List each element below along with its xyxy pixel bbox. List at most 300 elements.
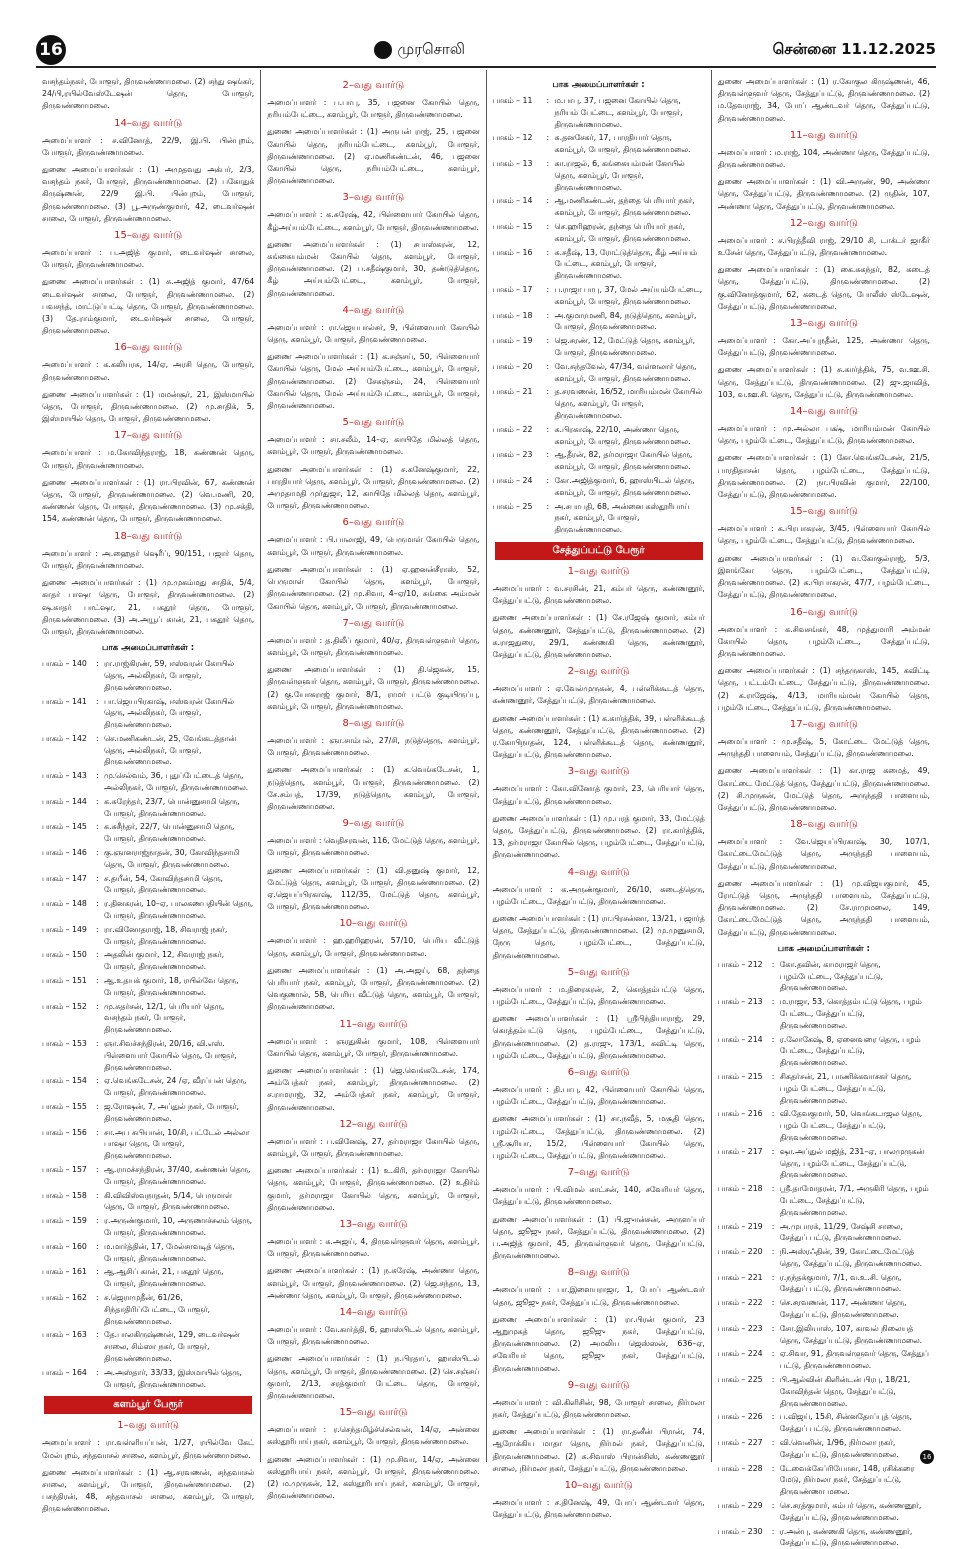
booth-number: பாகம் – 146 [42, 848, 87, 858]
ward-heading: 9–வது வார்டு [342, 818, 405, 830]
booth-details: ஏ.வெங்கடேசன், 24 /ஏ, வீரப்பன் தெரு, போளூர், திருவண்ணாமலை. [104, 1076, 247, 1098]
booth-separator: : [546, 501, 550, 511]
paragraph: அமைப்பாளர் : ஞரதுகின் குமார், 108, பிள்ளையார் கோயில் தெரு, களம்பூர், போளூர், திருவண்ணாமலை. [267, 1036, 480, 1058]
booth-separator: : [96, 1241, 99, 1251]
booth-number: பாகம் – 21 [492, 387, 533, 397]
booth-details: தே.பாலகிருஷ்ணன், 129, டைவர்ஷன் சாலை, சிம்ஸா நகர், போளூர், திருவண்ணாமலை. [104, 1330, 240, 1363]
booth-number: பாகம் – 156 [42, 1127, 87, 1137]
booth-details: வி.வெனின், 1/96, நிர்மலா நகர், சேத்துப்பட்டு, திருவண்ணாமலை. [779, 1438, 899, 1459]
booth-number: பாகம் – 144 [42, 796, 87, 806]
booth-number: பாகம் – 140 [42, 659, 87, 669]
booth-entry [493, 361, 705, 385]
booth-entry [718, 959, 930, 994]
booth-entry [493, 310, 705, 334]
ward-heading: 12–வது வார்டு [789, 217, 858, 229]
paper-logo-icon [374, 41, 392, 59]
paragraph: துணை அமைப்பாளர்கள் : (1) வி.அருண், 90, அண்ணா தெரு, சேத்துப்பட்டு, திருவண்ணாமலை. (2) ருதின், 107, அண்ணா தெரு, சேத்துப்பட்டு, திருவண்ணாமலை. [717, 177, 930, 211]
column-3 [487, 70, 712, 1520]
booth-details: ஜ.ரோஷன், 7, அப்துல் நகர், போளூர், திருவண்ணாமலை. [104, 1102, 239, 1123]
booth-details: செ.மணிகண்டன், 25, வேங்கடத்தான் தெரு, அல்லிநகர், போளூர், திருவண்ணாமலை. [104, 733, 237, 767]
booth-details: கோ.தவின், காமராஜர் தெரு, பழம்பேட்டை, சேத்துப்பட்டு, திருவண்ணாமலை. [779, 959, 884, 993]
booth-details: ஸ்ரீ.தாமோதரன், 7/1, அருகிரி தெரு, பழம் பேட்டை, சேத்துப்பட்டு, திருவண்ணாமலை. [779, 1184, 929, 1217]
booth-details: ஆ.ராமச்சந்திரன், 37/40, கண்ணன் தெரு, போளூர், திருவண்ணாமலை. [104, 1164, 251, 1186]
booth-details: ஜெ.சரண், 12, மேட்டுத் தெரு, களம்பூர், போளூர், திருவண்ணாமலை. [554, 336, 695, 357]
paragraph: துணை அமைப்பாளர்கள் : (1) சபாஸ்கரன், 12, கங்கையம்மன் கோயில் தெரு, களம்பூர், போளூர், திருவண்ணாமலை. (2) ப.சதீஷ்குமார், 30, தண்டுத்தெரு, கீழ் அய்யம்பேட்டை, களம்பூர், போளூர், திருவண்ணாமலை. [267, 239, 480, 298]
paragraph: துணை அமைப்பாளர்கள் : (1) ரா.பிரசன்னா, 13/21, பஜார்த் தெரு, சேத்துப்பட்டு, திருவண்ணாமலை. (2) மு.முனுசாமி, நேரு தெரு, பழம்பேட்டை, சேத்துப்பட்டு, திருவண்ணாமலை. [492, 913, 705, 960]
booth-details: ம.ராஜா, 53, கொத்தம்பட்டு தெரு, பழம் பேட்டை, சேத்துப்பட்டு, திருவண்ணாமலை. [779, 997, 922, 1030]
ward-heading: 9–வது வார்டு [567, 1379, 630, 1391]
booth-separator: : [546, 450, 550, 460]
booth-details: சிகதர்சன், 21, பாணிக்கவாசகர் தெரு, பழம் பேட்டை, சேத்துப்பட்டு, திருவண்ணாமலை. [779, 1071, 912, 1105]
paragraph: அமைப்பாளர் : கோ.வினோத் குமார், 23, பெரியார் தெரு, சேத்துப்பட்டு, திருவண்ணாமலை. [492, 784, 705, 806]
booth-separator: : [96, 1330, 99, 1340]
booth-number: பாகம் – 17 [492, 284, 533, 294]
booth-details: ப.விஜய், 15சி, சின்னதோப்புத் தெரு, சேத்துப் பட்டு, திருவண்ணாமலை. [779, 1412, 912, 1434]
booth-number: பாகம் – 222 [717, 1298, 763, 1308]
booth-number: பாகம் – 23 [492, 450, 533, 460]
booth-separator: : [96, 924, 99, 934]
ward-heading: 10–வது வார்டு [564, 1480, 633, 1492]
booth-details: வி.தேவகுமார், 50, வெங்கடாஜல தெரு, பழம் பேட்டை, சேத்துப்பட்டு, திருவண்ணாமலை. [779, 1109, 923, 1142]
booth-number: பாகம் – 212 [717, 959, 763, 969]
column-1 [36, 70, 261, 1514]
booth-details: ஏ.சிவா, 91, திருவள்ளுவர் தெரு, சேத்துப் பட்டு, திருவண்ணாமலை. [779, 1349, 929, 1371]
ward-heading: 15–வது வார்டு [114, 230, 183, 242]
booth-separator: : [96, 1190, 99, 1200]
booth-separator: : [96, 1102, 99, 1111]
booth-separator: : [96, 1001, 99, 1011]
booth-details: ர.நந்தக்குமார், 7/1, வ.உ.சி. தெரு, சேத்துப் பட்டு, திருவண்ணாமலை. [779, 1272, 902, 1294]
booth-separator: : [771, 1349, 775, 1359]
booth-number: பாகம் – 230 [717, 1526, 763, 1536]
ward-heading: 18–வது வார்டு [114, 530, 183, 542]
ward-heading: 10–வது வார்டு [339, 918, 408, 930]
booth-separator: : [96, 1216, 99, 1226]
booth-separator: : [546, 424, 550, 434]
paragraph: அமைப்பாளர் : ஞா.சாம்பல், 27/சி, நடுத்தெரு, களம்பூர், போளூர், திருவண்ணாமலை. [267, 735, 480, 758]
booth-number: பாகம் – 141 [42, 696, 87, 706]
ward-heading: 1–வது வார்டு [567, 565, 630, 577]
paragraph: அமைப்பாளர் : ஏ.வேல்முருகன், 4, பள்ளிக்கூடத் தெரு, கண்ணனூர், சேத்துப்பட்டு, திருவண்ணாமலை. [492, 684, 705, 706]
ward-heading: 2–வது வார்டு [342, 80, 405, 91]
booth-number: பாகம் – 16 [492, 247, 533, 257]
booth-entry [42, 924, 254, 948]
booth-details: ம.பாபு, 37, பஜனை கோயில் தெரு, நரியம் பேட்டை, களம்பூர், போளூர், திருவண்ணாமலை. [554, 96, 683, 129]
booth-number: பாகம் – 149 [42, 924, 87, 934]
paragraph: துணை அமைப்பாளர்கள் : (1) க.கார்த்திக், 39, பள்ளிக்கூடத் தெரு, கண்ணனூர், சேத்துப்பட்டு, திருவண்ணாமலை. (2) ர.கோபிநாதன், 124, பள்ளிக்கூடத் தெரு, கண்ணனூர், சேத்துப்பட்டு, திருவண்ணாமலை. [492, 713, 705, 760]
booth-separator: : [96, 1039, 99, 1049]
booth-entry [718, 1463, 930, 1498]
booth-separator: : [771, 1323, 775, 1333]
booth-separator: : [771, 1412, 775, 1422]
paragraph: அமைப்பாளர் : மு.சதீஷ், 5, கோட்டை மேட்டுத் தெரு, அருந்ததி பாளையம், சேத்துப்பட்டு, திருவண்ணாமலை. [717, 736, 930, 759]
paragraph: அமைப்பாளர் : க.அஜய், 4, திருவள்ளுவர் தெரு, களம்பூர், போளூர், திருவண்ணாமலை. [267, 1237, 480, 1259]
booth-entry [493, 475, 705, 499]
booth-separator: : [771, 1146, 775, 1156]
booth-separator: : [96, 696, 99, 706]
booth-separator: : [96, 1076, 99, 1086]
paragraph: துணை அமைப்பாளர்கள் : (1) க.வெங்கடேசன், 1, நடுத்தெரு, களம்பூர், போளூர், திருவண்ணாமலை. (2) சே.சம்பத், 17/39, நடுத்தெரு, களம்பூர், போளூர், திருவண்ணாமலை. [267, 765, 480, 811]
booth-separator: : [546, 387, 550, 397]
paragraph: துணை அமைப்பாளர்கள் : (1) ரா.பிரன் குமார், 23 ஆறுமுகத் தெரு, ஜூஜு நகர், சேத்துப்பட்டு, திருவண்ணாமலை. (2) அமலிய ஜெஸ்ஸன், 636–ஏ, சவேரியர் தெரு, ஜூஜு நகர், சேத்துப்பட்டு, திருவண்ணாமலை. [492, 1314, 705, 1373]
booth-separator: : [546, 221, 550, 231]
booth-number: பாகம் – 159 [42, 1216, 87, 1226]
paragraph: அமைப்பாளர் : வ.சரசின், 21, கம்பர் தெரு, கண்ணனூர், சேத்துப்பட்டு, திருவண்ணாமலை. [492, 583, 705, 606]
booth-entry [42, 1101, 254, 1125]
ward-heading: 8–வது வார்டு [567, 1267, 630, 1279]
paragraph: துணை அமைப்பாளர்கள் : (1) அ.அஜய், 68, தந்தை பெரியார் நகர், களம்பூர், போளூர், திருவண்ணாமலை. (2) வெகுணால், 58, பெரிய வீட்டுத் தெரு, களம்பூர், போளூர், திருவண்ணாமலை. [267, 965, 480, 1012]
booth-number: பாகம் – 157 [42, 1164, 87, 1174]
booth-details: ர.லோகேஷ், 8, ஏனைவரை தெரு, பழம் பேட்டை, சேத்துப்பட்டு, திருவண்ணாமலை. [779, 1034, 921, 1068]
booth-entry [493, 284, 705, 308]
booth-separator: : [546, 310, 550, 320]
booth-separator: : [546, 133, 550, 143]
ward-heading: 16–வது வார்டு [114, 342, 183, 354]
booth-separator: : [546, 475, 550, 485]
booth-entry [718, 1071, 930, 1106]
booth-number: பாகம் – 163 [42, 1330, 87, 1340]
paragraph: துணை அமைப்பாளர்கள் : (1) வ.கோகுல்ராஜ், 5/3, இளங்கோ தெரு, பழம்பேட்டை, சேத்துப்பட்டு, திருவண்ணாமலை. (2) க.பிரபாகரன், 47/7, பழம்பேட்டை, சேத்துப்பட்டு, திருவண்ணாமலை. [717, 553, 930, 600]
booth-details: செ.சரவணன், 117, அண்ணா தெரு, சேத்துப்பட்டு, திருவண்ணாமலை. [779, 1298, 907, 1320]
booth-entry [42, 873, 254, 897]
ward-heading: 16–வது வார்டு [789, 606, 858, 618]
paragraph: துணை அமைப்பாளர்கள் : (1) சு.அஜித் குமார், 47/64 டைவர்ஷன் சாலை, போளூர், திருவண்ணாமலை. (2) பவசந்த், மாட்டுப்பட்டி தெரு, போளூர், திருவண்ணாமலை. (3) தே.ராம்குமார், டைவர்ஷன் சாலை, போளூர், திருவண்ணாமலை. [42, 277, 255, 336]
booth-details: அ.முபாரக், 11/29, சேஷ்சி சாலை, சேத்துப் பட்டு, திருவண்ணாமலை. [779, 1221, 903, 1243]
booth-details: ம.மார்த்தின், 17, மேல்சாவடித் தெரு, போளூர், திருவண்ணாமலை. [104, 1241, 235, 1263]
ward-heading: 6–வது வார்டு [342, 517, 405, 529]
paragraph: துணை அமைப்பாளர்கள் : (1) சந்தருகாஸ், 145, கவிட்டி தெரு, பட்டம்பேட்டை, சேத்துப்பட்டு, திருவண்ணாமலை. (2) க.ராஜேஷ், 4/13, மாரியம்மன் கோயில் தெரு, பழம்பேட்டை, சேத்துப்பட்டு, திருவண்ணாமலை. [717, 666, 930, 712]
booth-details: க.சதீஷ், 13, ரோட்டுத்தெரு, கீழ் அய்யம் பேட்டை, களம்பூர், போளூர், திருவண்ணாமலை. [554, 247, 698, 281]
paragraph: அமைப்பாளர் : ஹ.ஹரிஹரன், 57/10, பெரிய வீட்டுத் தெரு, களம்பூர், போளூர், திருவண்ணாமலை. [267, 936, 480, 958]
paragraph: துணை அமைப்பாளர்கள் : (1) தி.ஜெகன், 15, திருவள்ளுவர் தெரு, களம்பூர், போளூர், திருவண்ணாமலை. (2) கு.யோகராஜ் குமார், 8/1, ராமர் பட்டு குடியிருப்பு, களம்பூர், போளூர், திருவண்ணாமலை. [267, 665, 480, 711]
paragraph: துணை அமைப்பாளர்கள் : (1) கை.சுகந்தர், 82, கடைத் தெரு, சேத்துப்பட்டு, திருவண்ணாமலை. (2) கு.வினோத்குமார், 62, கடைத் தெரு, போலீஸ் ஸ்டேஷன், சேத்துப்பட்டு, திருவண்ணாமலை. [717, 265, 930, 311]
booth-separator: : [546, 336, 550, 346]
ward-heading: 14–வது வார்டு [114, 117, 183, 129]
booth-entry [718, 1183, 930, 1218]
booth-number: பாகம் – 143 [42, 771, 87, 781]
booth-entry [493, 95, 705, 130]
booth-number: பாகம் – 161 [42, 1267, 87, 1277]
booth-details: ச.ஜெராமுதீன், 61/26, சிந்தாதிரிப்பேட்டை, போளூர், திருவண்ணாமலை. [104, 1292, 211, 1326]
booth-separator: : [96, 1164, 99, 1174]
paragraph: அமைப்பாளர் : ரா.வள்ளியப்பன், 1/27, ரயில்வே கேட் மேல்புறம், சந்தவாசல் சாலை, களம்பூர், திருவண்ணாமலை. [42, 1438, 255, 1460]
booth-number: பாகம் – 12 [492, 133, 533, 143]
paragraph: துணை அமைப்பாளர்கள் : (1) மு.சிவா, 14/ஏ, அன்னை கஸ்தூரிபாய் நகர், களம்பூர், போளூர், திருவண்ணாமலை. (2) ம.முருகன், 12, கஸ்தூரிபாய் நகர், களம்பூர், போளூர், திருவண்ணாமலை. [267, 1454, 480, 1501]
paragraph: அமைப்பாளர் : பி.விமல் காட்சன், 140, சவேரியர் தெரு, சேத்துப்பட்டு, திருவண்ணாமலை. [492, 1185, 705, 1207]
paragraph: துணை அமைப்பாளர்கள் : (1) ரா.தனீன் பிரான், 74, ஆரோக்கிய மாதா தெரு, நிர்மல் நகர், சேத்துப்பட்டு, திருவண்ணாமலை. (2) சு.சிவாஸ் பிரான்சிஸ், கண்ணனூர் சாலை, நிர்மலா நகர், சேத்துப்பட்டு, திருவண்ணாமலை. [492, 1427, 705, 1473]
booth-entry [42, 770, 254, 794]
booth-entry [718, 1500, 930, 1524]
ward-heading: 4–வது வார்டு [342, 304, 405, 316]
booth-number: பாகம் – 13 [492, 158, 533, 168]
booth-entry [42, 1001, 254, 1036]
section-subheading: பாக அமைப்பாளர்கள் : [102, 643, 195, 654]
ward-heading: 12–வது வார்டு [339, 1118, 408, 1130]
paragraph: துணை அமைப்பாளர்கள் : (1) ச.கனேஷ்குமார், 22, பாரதியார் தெரு, களம்பூர், போளூர், திருவண்ணாமலை. (2) அமுதாமதி முர்துஜா, 12, காயிதே மில்லத் தெரு, களம்பூர், போளூர், திருவண்ணாமலை. [267, 464, 480, 511]
booth-details: ச.தயீன், 54, கோவிந்தசாமி தெரு, போளூர், திருவண்ணாமலை. [104, 873, 223, 895]
booth-details: செ.சரத்குமார், கம்பர் தெரு, கண்ணனூர், சேத்துப்பட்டு, திருவண்ணாமலை. [779, 1501, 922, 1522]
ward-heading: 1–வது வார்டு [117, 1420, 179, 1432]
paragraph: அமைப்பாளர் : ப.வினேஷ், 27, தர்மராஜா கோயில் தெரு, களம்பூர், போளூர், திருவண்ணாமலை. [267, 1136, 480, 1158]
paragraph: அமைப்பாளர் : ர.செந்தமிழ்ச்செல்வன், 14/ஏ, அன்னை கஸ்தூரிபாய் நகர், களம்பூர், போளூர், திருவண்ணாமலை. [267, 1425, 480, 1447]
booth-separator: : [546, 284, 550, 294]
paragraph: அமைப்பாளர் : ப.அஜித் குமார், டைவர்ஷன் சாலை, போளூர், திருவண்ணாமலை. [42, 248, 255, 270]
booth-entry [42, 1127, 254, 1162]
paragraph: துணை அமைப்பாளர்கள் : (1) ர.கோகுல கிருஷ்ணன், 46, திருவள்ளுவர் தெரு, சேத்துப்பட்டு, திருவண்ணாமலை. (2) ம.தேவராஜ், 34, போப் ஆண்டவர் தெரு, சேத்துப்பட்டு, திருவண்ணாமலை. [717, 77, 930, 123]
booth-number: பாகம் – 229 [717, 1501, 763, 1511]
booth-separator: : [546, 96, 550, 105]
paragraph: அமைப்பாளர் : வே.கார்த்தி, 6, ஹாஸ்பிடல் தெரு, களம்பூர், போளூர், திருவண்ணாமலை. [267, 1325, 480, 1347]
paragraph: அமைப்பாளர் : ச.பிரத்தீவி ராஜ், 29/10 சி, டாக்டர் ஜாகீர் உசேன் தெரு, சேத்துப்பட்டு, திருவண்ணாமலை. [717, 235, 930, 258]
booth-details: க.சுரேந்தர், 23/7, பொன்னுசாமி தெரு, போளூர், திருவண்ணாமலை. [104, 796, 240, 818]
booth-entry [42, 696, 254, 731]
ward-heading: 7–வது வார்டு [342, 617, 405, 629]
booth-details: அதலின் குமார், 12, சிவராஜ் நகர், போளூர், திருவண்ணாமலை. [104, 950, 225, 972]
paragraph: துணை அமைப்பாளர்கள் : (1) ஜெ.வெங்கடேசன், 174, அம்பேத்கர் நகர், களம்பூர், திருவண்ணாமலை. (2) ச.ராமராஜ், 32, அம்பேத்கர் நகர், களம்பூர், போளூர், திருவண்ணாமலை. [267, 1065, 480, 1112]
booth-separator: : [96, 1127, 99, 1137]
paragraph: துணை அமைப்பாளர்கள் : (1) ந.பிரதாப், ஹாஸ்பிடல் தெரு, களம்பூர், போளூர், திருவண்ணாமலை. (2) செ.சஞ்சய் குமார், 2/13, சரத்குமார் பேட்டை தெரு, போளூர், திருவண்ணாமலை. [267, 1354, 480, 1401]
booth-separator: : [96, 1292, 99, 1302]
booth-number: பாகம் – 24 [492, 475, 533, 485]
booth-separator: : [546, 361, 550, 371]
booth-separator: : [771, 1272, 775, 1282]
ward-heading: 6–வது வார்டு [567, 1066, 630, 1078]
booth-separator: : [96, 950, 99, 960]
booth-separator: : [96, 899, 99, 909]
booth-entry [493, 449, 705, 473]
section-subheading: பாக அமைப்பாளர்கள் : [777, 943, 870, 954]
booth-details: க.பிரகாஷ், 22/10, அண்ணா தெரு, களம்பூர், போளூர், திருவண்ணாமலை. [554, 424, 691, 446]
section-subheading: பாக அமைப்பாளர்கள் : [552, 80, 645, 90]
booth-separator: : [771, 1034, 775, 1044]
booth-number: பாகம் – 25 [492, 501, 533, 511]
ward-heading: 17–வது வார்டு [114, 430, 183, 442]
ward-heading: 15–வது வார்டு [789, 506, 858, 518]
paragraph: துணை அமைப்பாளர்கள் : (1) க.சஞ்சய், 50, பிள்ளையார் கோயில் தெரு, மேல் அய்யம்பேட்டை, களம்பூர், போளூர், திருவண்ணாமலை. (2) சேசுஞ்சம், 24, பிள்ளையார் கோயில் தெரு, மேல் அய்யம்பேட்டை, களம்பூர், போளூர், திருவண்ணாமலை. [267, 352, 480, 411]
paragraph: துணை அமைப்பாளர்கள் : (1) மு.முகம்மது சாதிக், 5/4, காதர் பாஷா தெரு, போளூர், திருவண்ணாமலை. (2) ஷ.காதர் பாட்ஷா, 21, பகதூர் தெரு, போளூர், திருவண்ணாமலை. (3) அ.அயூப் கான், 21, பகதூர் தெரு, போளூர், திருவண்ணாமலை. [42, 578, 255, 636]
booth-number: பாகம் – 154 [42, 1076, 87, 1086]
article-columns [36, 70, 936, 1548]
booth-details: ர.தினகரன், 10–ஏ, பாலகணபதியின் தெரு, போளூர், திருவண்ணாமலை. [104, 899, 254, 921]
booth-number: பாகம் – 145 [42, 822, 87, 832]
ward-heading: 4–வது வார்டு [567, 866, 630, 878]
masthead [36, 34, 936, 68]
paragraph: அமைப்பாளர் : கோ.அப்புநதீன், 125, அண்ணா தெரு, சேத்துப்பட்டு, திருவண்ணாமலை. [717, 336, 930, 358]
booth-separator: : [96, 976, 99, 986]
booth-separator: : [546, 158, 550, 168]
paragraph: அமைப்பாளர் : ரா.ஜெயபால்சர், 9, பிள்ளையார் கோயில் தெரு, களம்பூர், போளூர், திருவண்ணாமலை. [267, 322, 480, 345]
booth-entry [718, 1297, 930, 1321]
booth-separator: : [771, 1071, 775, 1081]
booth-number: பாகம் – 226 [717, 1412, 763, 1422]
booth-separator: : [96, 873, 99, 883]
paragraph: அமைப்பாளர் : வே.ஜெயப்பிரகாஷ், 30, 107/1, கோட்டைமேட்டுத் தெரு, அருந்ததி பாளையம், சேத்துப்பட்டு, திருவண்ணாமலை. [717, 837, 930, 871]
booth-details: ஆ.ஆசிப் கான், 21, பகதூர் தெரு, போளூர், திருவண்ணாமலை. [104, 1267, 224, 1289]
booth-entry [42, 796, 254, 820]
booth-number: பாகம் – 150 [42, 950, 87, 960]
paragraph: துணை அமைப்பாளர்கள் : (1) உ.கிரி, தர்மராஜா கோயில் தெரு, களம்பூர், போளூர், திருவண்ணாமலை. (2) உதிர்ம் குமார், தர்மராஜா கோயில் தெரு, களம்பூர், போளூர், திருவண்ணாமலை. [267, 1166, 480, 1212]
booth-details: ஷா.அப்துல் மஜித், 231–ஏ, பாலமுருகன் தெரு, பழம்பேட்டை, சேத்துப்பட்டு, திருவண்ணாமலை. [779, 1146, 925, 1180]
booth-details: மு.சுதர்சன், 12/1, பெரியார் தெரு, வசந்தம் நகர், போளூர், திருவண்ணாமலை. [104, 1001, 225, 1035]
booth-entry [718, 1221, 930, 1245]
ward-heading: 14–வது வார்டு [339, 1307, 408, 1319]
booth-details: ஆ.மணிகண்டன், தந்தை பெரியார் நகர், களம்பூர், போளூர், திருவண்ணாமலை. [554, 196, 695, 218]
booth-number: பாகம் – 225 [717, 1375, 763, 1385]
booth-number: பாகம் – 153 [42, 1039, 87, 1049]
booth-details: கி.விவிஸ்வநாதன், 5/14, பெருமாள் தெரு, போளூர், திருவண்ணாமலை. [104, 1190, 233, 1212]
booth-entry [42, 1241, 254, 1265]
booth-entry [42, 658, 254, 693]
booth-number: பாகம் – 11 [492, 96, 533, 105]
paragraph: துணை அமைப்பாளர்கள் : (1) ஆ.சரவணன், சந்தவாசல் சாலை, களம்பூர், போளூர், திருவண்ணாமலை. (2) பசந்திரன், 48, சந்தவாசல் சாலை, களம்பூர், போளூர், திருவண்ணாமலை. [42, 1467, 255, 1514]
booth-details: ர.அன்பு, கண்ணகி தெரு, கண்ணனூர், சேத்துப்பட்டு, திருவண்ணாமலை. [779, 1526, 913, 1548]
ward-heading: 11–வது வார்டு [789, 129, 858, 141]
booth-number: பாகம் – 214 [717, 1034, 763, 1044]
booth-number: பாகம் – 15 [492, 221, 533, 231]
paragraph: அமைப்பாளர் : வி.கிளிசின், 98, போளூர் சாலை, நிர்மலா நகர், சேத்துப்பட்டு, திருவண்ணாமலை. [492, 1397, 705, 1420]
corner-page-number: 16 [920, 1450, 934, 1464]
paragraph: துணை அமைப்பாளர்கள் : (1) சா.நவீத், 5, மசூதி தெரு, பழம்பேட்டை, சேத்துப்பட்டு, திருவண்ணாமலை. (2) ஸ்ரீ.சூரியா, 15/2, பிள்ளையார் கோயில் தெரு, பழம்பேட்டை, சேத்துப்பட்டு, திருவண்ணாமலை. [492, 1114, 705, 1160]
booth-details: டேவைக்கேப்ரியோசா, 148, ரசிக்கரை மேடு, நிர்மலா நகர், சேத்துப்பட்டு, திருவண்ணா மலை. [779, 1463, 915, 1497]
ward-heading: 5–வது வார்டு [567, 966, 630, 978]
ward-heading: 13–வது வார்டு [789, 318, 858, 330]
paragraph: துணை அமைப்பாளர்கள் : (1) மமன்சூர், 21, இஸ்மாயில் தெரு, போளூர், திருவண்ணாமலை. (2) மு.சாதிக், 5, இஸ்மாயில் தெரு, போளூர், திருவண்ணாமலை. [42, 389, 255, 424]
booth-entry [718, 1323, 930, 1347]
booth-number: பாகம் – 164 [42, 1367, 87, 1377]
booth-entry [718, 1374, 930, 1409]
booth-entry [718, 1246, 930, 1270]
booth-separator: : [96, 796, 99, 806]
paragraph: அமைப்பாளர் : ம.ராஜ், 104, அண்ணா தெரு, சேத்துப்பட்டு, திருவண்ணாமலை. [717, 147, 930, 170]
paragraph: துணை அமைப்பாளர்கள் : (1) பி.ஜுான்சன், அருளப்பர் தெரு, ஜூஜு நகர், சேத்துப்பட்டு, திருவண்ணாமலை. (2) ப.அஜித் குமார், 45, திருவள்ளுவர் தெரு, சேத்துப்பட்டு, திருவண்ணாமலை. [492, 1214, 705, 1261]
booth-number: பாகம் – 227 [717, 1438, 763, 1448]
booth-number: பாகம் – 221 [717, 1272, 763, 1282]
booth-number: பாகம் – 142 [42, 733, 87, 743]
booth-entry [493, 424, 705, 448]
booth-number: பாகம் – 160 [42, 1241, 87, 1251]
paragraph: துணை அமைப்பாளர்கள் : (1) ஏ.ஹனன்சீராஸ், 52, பெருமாள் கோயில் தெரு, களம்பூர், போளூர், திருவண்ணாமலை. (2) மு.சிவா, 4–ஏ/10, சுங்கை அம்மன் கோயில் தெரு, களம்பூர், போளூர், திருவண்ணாமலை. [267, 564, 480, 611]
ward-heading: 3–வது வார்டு [567, 766, 630, 778]
booth-separator: : [771, 1501, 775, 1511]
booth-separator: : [771, 959, 775, 969]
booth-separator: : [96, 1367, 99, 1377]
booth-entry [42, 1215, 254, 1239]
booth-separator: : [771, 1221, 775, 1231]
booth-number: பாகம் – 20 [492, 361, 533, 371]
booth-entry [493, 132, 705, 156]
booth-number: பாகம் – 152 [42, 1001, 87, 1011]
booth-entry [493, 386, 705, 421]
paragraph: துணை அமைப்பாளர்கள் : (1) அருபன் ராஜ், 25, பஜனை கோயில் தெரு, நரியம்பேட்டை, களம்பூர், போளூர், திருவண்ணாமலை. (2) ஏ.மணிகண்டன், 46, பஜனை கோயில் தெரு, நரியம்பேட்டை, களம்பூர், திருவண்ணாமலை. [267, 127, 480, 186]
booth-details: ஆ.தீரன், 82, தர்மராஜா கோயில் தெரு, களம்பூர், போளூர், திருவண்ணாமலை. [554, 450, 693, 472]
booth-separator: : [771, 1109, 775, 1119]
booth-separator: : [96, 848, 99, 858]
booth-entry [493, 247, 705, 282]
ward-heading: 7–வது வார்டு [567, 1167, 630, 1179]
paragraph: அமைப்பாளர் : பா.இளையராஜா, 1, போப் ஆண்டவர் தெரு, ஜூஜு நகர், சேத்துப்பட்டு, திருவண்ணாமலை. [492, 1285, 705, 1307]
booth-details: சா.அப சுபியான், 10/சி, பட்டேல் அல்லா பாஷா தெரு, போளூர், திருவண்ணாமலை. [104, 1127, 250, 1161]
booth-number: பாகம் – 215 [717, 1071, 763, 1081]
booth-separator: : [771, 1247, 775, 1257]
ward-heading: 15–வது வார்டு [339, 1407, 408, 1419]
booth-entry [42, 1075, 254, 1099]
booth-entry [718, 1034, 930, 1069]
booth-details: சோ.இலியாஸ், 107, காவல் நிலையத் தெரு, சேத்துப்பட்டு, திருவண்ணாமலை. [779, 1323, 923, 1345]
booth-number: பாகம் – 223 [717, 1323, 763, 1333]
booth-entry [42, 847, 254, 871]
booth-number: பாகம் – 217 [717, 1146, 763, 1156]
ward-heading: 18–வது வார்டு [789, 819, 858, 831]
booth-details: ஞா.சிவச்சந்திரன், 20/16, வி.எஸ். பிள்ளையார் கோயில் தெரு, போளூர், திருவண்ணாமலை. [104, 1039, 237, 1072]
booth-details: சு.தனசேகர், 17, பாரதியார் தெரு, களம்பூர், போளூர், திருவண்ணாமலை. [554, 133, 691, 155]
column-2 [261, 70, 486, 1501]
booth-entry [493, 221, 705, 245]
booth-entry [493, 335, 705, 359]
paragraph: துணை அமைப்பாளர்கள் : (1) கோ.வெங்கடேசன், 21/5, பாரதிதாசன் தெரு, பழம்பேட்டை, சேத்துப்பட்டு, திருவண்ணாமலை. (2) நா.பிரவின் குமார், 22/100, சேத்துப்பட்டு, திருவண்ணாமலை. [717, 453, 930, 500]
booth-separator: : [546, 196, 550, 206]
booth-details: ர.அருண்குமார், 10, அருணாச்சலம் தெரு, போளூர், திருவண்ணாமலை. [104, 1216, 253, 1237]
booth-entry [42, 1190, 254, 1214]
paragraph: துணை அமைப்பாளர்கள் : (1) மு.விஜயகுமார், 45, ரோட்டுத் தெரு, அருந்ததி பாளையம், சேத்துப்பட்டு, திருவண்ணாமலை. (2) சே.ராமுமலை, 149, கோட்டைமேட்டுத் தெரு, அருந்ததி பாளையம், சேத்துப்பட்டு, திருவண்ணாமலை. [717, 878, 930, 937]
booth-details: செ.ஹரிஹரன், தந்தை பெரியார் நகர், களம்பூர், போளூர், திருவண்ணாமலை. [554, 221, 691, 243]
booth-separator: : [96, 733, 99, 743]
ward-heading: 13–வது வார்டு [339, 1219, 408, 1231]
paragraph: துணை அமைப்பாளர்கள் : (1) கா.ராஜ கமைத், 49, கோட்டை மேட்டுத் தெரு, சேத்துப்பட்டு, திருவண்ணாமலை. (2) சி.முருகன், மேட்டுத் தெரு, அருந்ததி பாளையம், சேத்துப்பட்டு, திருவண்ணாமலை. [717, 766, 930, 812]
paragraph: அமைப்பாளர் : க.சிவசங்கர், 48, முத்துமாரி அம்மன் கோயில் தெரு, பழம்பேட்டை, சேத்துப்பட்டு, திருவண்ணாமலை. [717, 624, 930, 658]
booth-details: த.சரவணன், 16/52, மாரியம்மன் கோயில் தெரு, களம்பூர், போளூர், திருவண்ணாமலை. [554, 387, 703, 420]
booth-details: ரா.வினோதராஜ், 18, சிவராஜ் நகர், போளூர், திருவண்ணாமலை. [104, 924, 228, 946]
booth-separator: : [96, 822, 99, 832]
column-4 [712, 70, 936, 1548]
booth-entry [42, 949, 254, 973]
booth-details: ப.ராஜா பாபு, 37, மேல் அய்யம்பேட்டை, களம்பூர், போளூர், திருவண்ணாமலை. [554, 284, 703, 306]
booth-details: கு.ஞானராஜ்நாதன், 30, கோவிந்தசாமி தெரு, போளூர், திருவண்ணாமலை. [104, 848, 240, 869]
booth-separator: : [771, 1298, 775, 1308]
booth-details: கா.ராஜல், 6, கங்கையம்மன் கோயில் தெரு, களம்பூர், போளூர், திருவண்ணாமலை. [554, 158, 685, 192]
booth-details: அ.குமாரமணி, 84, நடுத்தெரு, களம்பூர், போளூர், திருவண்ணாமலை. [554, 310, 697, 332]
booth-number: பாகம் – 147 [42, 873, 87, 883]
booth-details: ஆ.உதயக் குமார், 18, ரயில்வே தெரு, போளூர், திருவண்ணாமலை. [104, 976, 239, 997]
paragraph: அமைப்பாளர் : ச.வினோத், 22/9, இ.பி. பின்புறம், போளூர், திருவண்ணாமலை. [42, 135, 255, 157]
paragraph: அமைப்பாளர் : ச.தினேஷ், 49, போப் ஆண்டவர் தெரு, சேத்துப்பட்டு, திருவண்ணாமலை. [492, 1498, 705, 1520]
paragraph: வசந்தம்நகர், போளூர், திருவண்ணாமலை. (2) சந்து ஷங்கர், 24/பி,ரயில்வேஸ்டேஷன் தெரு, போளூர், திருவண்ணாமலை. [42, 77, 255, 111]
town-banner: சேத்துப்பட்டு பேரூர் [495, 542, 703, 560]
booth-details: மு.செல்வம், 36, புதுப்பேட்டைத் தெரு, அல்லிநகர், போளூர், திருவண்ணாமலை. [104, 771, 249, 793]
booth-details: வே.சுந்தவேல், 47/34, வள்ளலார் தெரு, களம்பூர், போளூர், திருவண்ணாமலை. [554, 361, 697, 383]
paper-name [374, 40, 466, 60]
paragraph: அமைப்பாளர் : சா.சலீம், 14–ஏ, காயிதே மில்லத் தெரு, களம்பூர், போளூர், திருவண்ணாமலை. [267, 435, 480, 457]
paragraph: துணை அமைப்பாளர்கள் : (1) சு.கார்த்திக், 75, வ.ஊ.சி. தெரு, சேத்துப்பட்டு, திருவண்ணாமலை. (2) ஜு.ஜாவித், 103, வ.ஊ.சி. தெரு, சேத்துப்பட்டு, திருவண்ணாமலை. [717, 365, 930, 399]
paragraph: அமைப்பாளர் : க.அருண்குமார், 26/10, கடைத்தெரு, பழம்பேட்டை, சேத்துப்பட்டு, திருவண்ணாமலை. [492, 884, 705, 906]
booth-entry [718, 1146, 930, 1181]
booth-number: பாகம் – 22 [492, 424, 533, 434]
booth-entry [42, 733, 254, 768]
paragraph: அமைப்பாளர் : வெதிசரவன், 116, மேட்டுத் தெரு, களம்பூர், போளூர், திருவண்ணாமலை. [267, 836, 480, 858]
booth-details: நி.அஸ்ரஃதின், 39, கோட்டைமேட்டுத் தெரு, சேத்துப்பட்டு, திருவண்ணாமலை. [779, 1247, 923, 1268]
booth-details: அ.சபாபதி, 68, அன்னை கஸ்தூரிபாய் நகர், களம்பூர், போளூர், திருவண்ணாமலை. [554, 501, 690, 535]
booth-details: ரா.ராஜ்கிரண், 59, ஈஸ்வரன் கோயில் தெரு, அல்லிநகர், போளூர், திருவண்ணாமலை. [104, 659, 234, 692]
booth-number: பாகம் – 218 [717, 1184, 763, 1194]
booth-entry [42, 1164, 254, 1188]
booth-entry [42, 1292, 254, 1327]
date-line: சென்னை 11.12.2025 [772, 40, 936, 58]
booth-entry [493, 195, 705, 219]
booth-entry [718, 1108, 930, 1143]
booth-number: பாகம் – 19 [492, 336, 533, 346]
ward-heading: 2–வது வார்டு [567, 666, 630, 678]
booth-details: பி.ஆல்வின் கிளின்டன் பிரபு, 18/21, கோவிந்தன் தெரு, சேத்துப்பட்டு, திருவண்ணாமலை. [779, 1375, 911, 1408]
booth-number: பாகம் – 14 [492, 196, 533, 206]
